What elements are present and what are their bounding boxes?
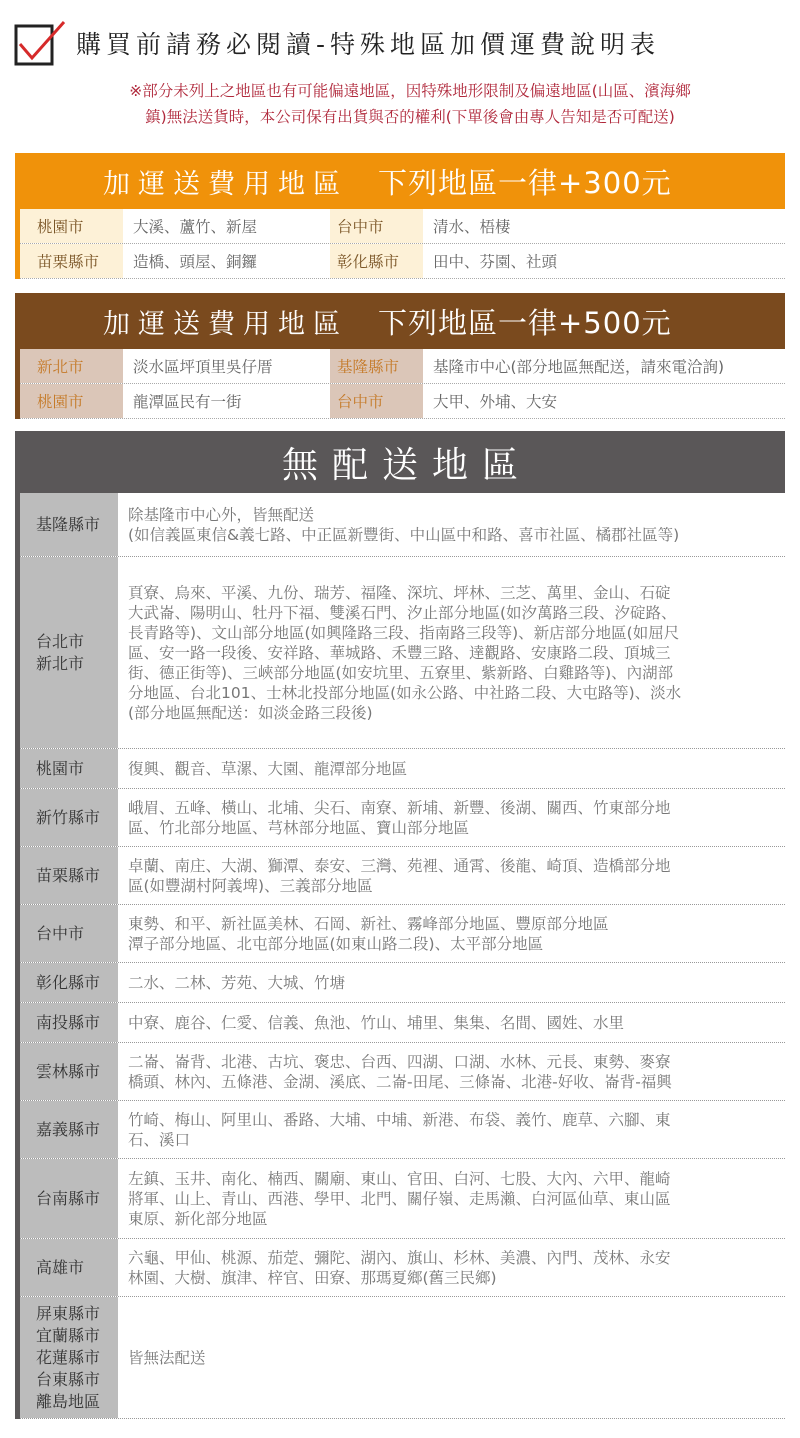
table-row <box>20 349 785 384</box>
area-line: 潭子部分地區、北屯部分地區(如東山路二段)、太平部分地區 <box>128 934 544 953</box>
city-label: 台中市 <box>330 384 423 418</box>
city-label <box>20 1239 118 1296</box>
area-line: 大武崙、陽明山、牡丹下福、雙溪石門、汐止部分地區(如汐萬路三段、汐碇路、 <box>128 603 677 622</box>
city-name: 離島地區 <box>36 1391 101 1411</box>
table-row <box>20 789 785 847</box>
area-line: 二水、二林、芳苑、大城、竹塘 <box>128 973 346 992</box>
table-row <box>20 493 785 557</box>
city-label <box>20 1003 118 1042</box>
area-line: 中寮、鹿谷、仁愛、信義、魚池、竹山、埔里、集集、名間、國姓、水里 <box>128 1013 625 1032</box>
table-row <box>20 1003 785 1043</box>
table-row <box>20 1159 785 1239</box>
area-line: 除基隆市中心外，皆無配送 <box>128 505 315 524</box>
surcharge-500-table <box>15 349 785 419</box>
area-list: 淡水區坪頂里吳仔厝 <box>133 358 273 376</box>
area-line: 林園、大樹、旗津、梓官、田寮、那瑪夏鄉(舊三民鄉) <box>128 1268 497 1287</box>
no-delivery-table <box>15 493 785 1419</box>
city-name: 新竹縣市 <box>36 807 101 827</box>
city-label <box>20 1043 118 1100</box>
area-line: 分地區、台北101、士林北投部分地區(如永公路、中社路二段、大屯路等)、淡水 <box>128 683 682 702</box>
surcharge-500-title-left: 加運送費用地區 <box>103 308 348 340</box>
table-row <box>20 244 785 279</box>
surcharge-500-title-right: 下列地區一律+500元 <box>378 305 672 340</box>
city-label: 彰化縣市 <box>330 244 423 278</box>
table-row <box>20 1101 785 1159</box>
area-list <box>118 905 785 962</box>
city-label <box>20 1159 118 1238</box>
city-name: 南投縣市 <box>36 1012 101 1032</box>
area-line: 頁寮、烏來、平溪、九份、瑞芳、福隆、深坑、坪林、三芝、萬里、金山、石碇 <box>128 583 671 602</box>
city-name: 雲林縣市 <box>36 1061 101 1081</box>
city-label <box>20 847 118 904</box>
area-line: 長青路等)、文山部分地區(如興隆路三段、指南路三段等)、新店部分地區(如屈尺 <box>128 623 680 642</box>
area-line: 橋頭、林內、五條港、金湖、溪底、二崙-田尾、三條崙、北港-好收、崙背-福興 <box>128 1072 672 1091</box>
city-name: 花蓮縣市 <box>36 1347 101 1367</box>
area-list: 清水、梧棲 <box>433 218 511 236</box>
area-list <box>118 557 785 748</box>
city-name: 桃園市 <box>36 758 85 778</box>
city-label <box>20 749 118 788</box>
city-name: 台中市 <box>36 923 85 943</box>
area-line: (如信義區東信&義七路、中正區新豐街、中山區中和路、喜市社區、橘郡社區等) <box>128 525 680 544</box>
table-row <box>20 557 785 749</box>
city-name: 台東縣市 <box>36 1369 101 1389</box>
area-list: 田中、芬園、社頭 <box>433 253 558 271</box>
area-list <box>118 493 785 556</box>
area-line: 竹崎、梅山、阿里山、番路、大埔、中埔、新港、布袋、義竹、鹿草、六腳、東 <box>128 1110 671 1129</box>
table-row <box>20 847 785 905</box>
city-label <box>20 905 118 962</box>
city-name: 台南縣市 <box>36 1188 101 1208</box>
city-label: 桃園市 <box>20 384 123 418</box>
area-list: 造橋、頭屋、銅鑼 <box>133 253 258 271</box>
area-list: 大溪、蘆竹、新屋 <box>133 218 258 236</box>
area-line: 區、安一路一段後、安祥路、華城路、禾豐三路、達觀路、安康路二段、頂城三 <box>128 643 671 662</box>
city-label: 台中市 <box>330 209 423 243</box>
area-line: 復興、觀音、草漯、大園、龍潭部分地區 <box>128 759 408 778</box>
notice-text <box>40 78 780 130</box>
area-line: 左鎮、玉井、南化、楠西、關廟、東山、官田、白河、七股、大內、六甲、龍崎 <box>128 1169 671 1188</box>
surcharge-300-header <box>15 153 785 209</box>
city-name: 基隆縣市 <box>36 514 101 534</box>
city-name: 彰化縣市 <box>36 972 101 992</box>
table-row <box>20 1239 785 1297</box>
area-line: 區(如豐湖村阿義埤)、三義部分地區 <box>128 876 373 895</box>
city-label <box>20 1297 118 1418</box>
area-line: 六龜、甲仙、桃源、茄萣、彌陀、湖內、旗山、杉林、美濃、內門、茂林、永安 <box>128 1248 671 1267</box>
city-label <box>20 557 118 748</box>
surcharge-300-table <box>15 209 785 279</box>
area-list <box>118 847 785 904</box>
area-line: (部分地區無配送：如淡金路三段後) <box>128 703 373 722</box>
area-line: 皆無法配送 <box>128 1348 206 1367</box>
area-line: 峨眉、五峰、橫山、北埔、尖石、南寮、新埔、新豐、後湖、關西、竹東部分地 <box>128 798 671 817</box>
surcharge-300-section <box>15 153 785 279</box>
city-name: 苗栗縣市 <box>36 865 101 885</box>
city-name: 台北市 <box>36 631 85 651</box>
city-name: 高雄市 <box>36 1257 85 1277</box>
city-name: 宜蘭縣市 <box>36 1325 101 1345</box>
city-label <box>20 963 118 1002</box>
area-list: 大甲、外埔、大安 <box>433 393 558 411</box>
area-list <box>118 963 785 1002</box>
no-delivery-header: 無配送地區 <box>15 431 785 493</box>
table-row <box>20 209 785 244</box>
table-row <box>20 905 785 963</box>
surcharge-300-title-left: 加運送費用地區 <box>103 168 348 200</box>
area-list: 龍潭區民有一街 <box>133 393 242 411</box>
city-name: 屏東縣市 <box>36 1303 101 1323</box>
city-label <box>20 493 118 556</box>
table-row <box>20 384 785 419</box>
area-line: 二崙、崙背、北港、古坑、褒忠、台西、四湖、口湖、水林、元長、東勢、麥寮 <box>128 1052 671 1071</box>
no-delivery-section <box>15 431 785 1419</box>
surcharge-500-header <box>15 293 785 349</box>
area-line: 石、溪口 <box>128 1130 191 1149</box>
notice-line-1: ※部分未列上之地區也有可能偏遠地區，因特殊地形限制及偏遠地區(山區、濱海鄉 <box>129 82 691 100</box>
area-list <box>118 789 785 846</box>
table-row <box>20 749 785 789</box>
area-line: 將軍、山上、青山、西港、學甲、北門、關仔嶺、走馬瀨、白河區仙草、東山區 <box>128 1189 671 1208</box>
area-list <box>118 1101 785 1158</box>
city-label: 基隆縣市 <box>330 349 423 383</box>
city-label: 苗栗縣市 <box>20 244 123 278</box>
page-title-row <box>14 18 794 68</box>
notice-line-2: 鎮)無法送貨時，本公司保有出貨與否的權利(下單後會由專人告知是否可配送) <box>145 108 675 126</box>
area-list <box>118 1043 785 1100</box>
area-list <box>118 1159 785 1238</box>
area-line: 東原、新化部分地區 <box>128 1209 268 1228</box>
area-line: 卓蘭、南庄、大湖、獅潭、泰安、三灣、苑裡、通霄、後龍、崎頂、造橋部分地 <box>128 856 671 875</box>
city-label: 桃園市 <box>20 209 123 243</box>
area-line: 街、德正街等)、三峽部分地區(如安坑里、五寮里、紫新路、白雞路等)、內湖部 <box>128 663 674 682</box>
area-list <box>118 1239 785 1296</box>
area-list <box>118 1003 785 1042</box>
city-label <box>20 1101 118 1158</box>
checkbox-checked-icon <box>14 18 64 68</box>
table-row <box>20 963 785 1003</box>
area-line: 東勢、和平、新社區美林、石岡、新社、霧峰部分地區、豐原部分地區 <box>128 914 609 933</box>
page-title: 購買前請務必閱讀-特殊地區加價運費說明表 <box>76 30 661 59</box>
area-list: 基隆市中心(部分地區無配送，請來電洽詢) <box>433 358 725 376</box>
city-name: 嘉義縣市 <box>36 1119 101 1139</box>
surcharge-500-section <box>15 293 785 419</box>
area-list <box>118 749 785 788</box>
city-label <box>20 789 118 846</box>
city-label: 新北市 <box>20 349 123 383</box>
table-row <box>20 1297 785 1419</box>
surcharge-300-title-right: 下列地區一律+300元 <box>378 165 672 200</box>
city-name: 新北市 <box>36 653 85 673</box>
table-row <box>20 1043 785 1101</box>
area-list <box>118 1297 785 1418</box>
area-line: 區、竹北部分地區、芎林部分地區、寶山部分地區 <box>128 818 470 837</box>
